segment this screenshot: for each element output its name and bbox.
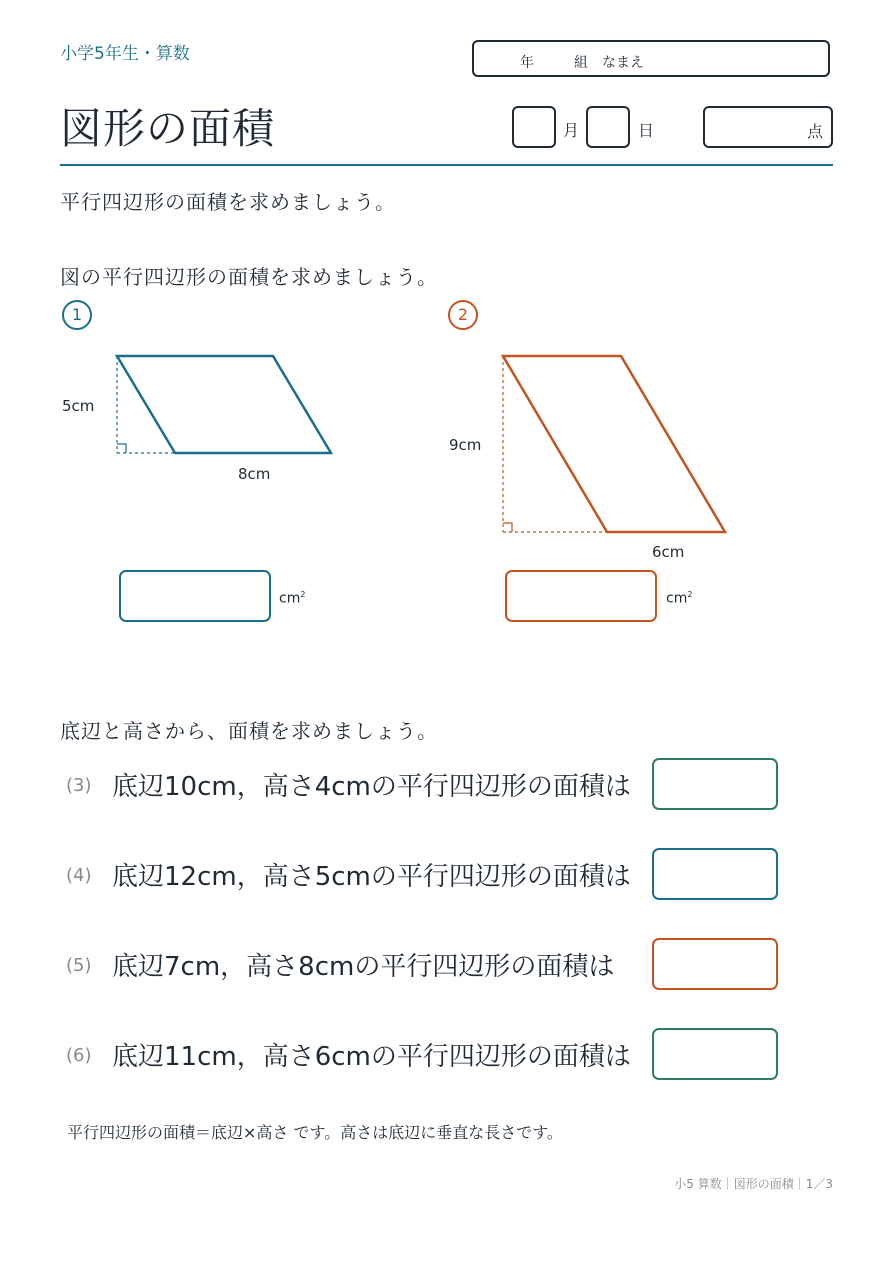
score-label: 点 — [806, 122, 823, 141]
class-label: 組 — [574, 55, 588, 71]
problem-2-base: 6cm — [652, 543, 685, 561]
page-title: 図形の面積 — [60, 104, 276, 153]
parallelogram-2-shape — [503, 356, 725, 532]
question-3-answer-box[interactable] — [652, 758, 778, 810]
name-label: なまえ — [602, 55, 644, 71]
question-4-text: 底辺12cm，高さ5cmの平行四辺形の面積は — [112, 862, 631, 892]
year-label: 年 — [520, 55, 534, 71]
right-angle-mark-2 — [503, 523, 512, 532]
question-4-number: (4) — [66, 865, 92, 886]
question-6-number: (6) — [66, 1045, 92, 1066]
problem-2-number: 2 — [448, 300, 478, 330]
problem-1-answer-box[interactable] — [119, 570, 271, 622]
day-label: 日 — [638, 121, 655, 140]
question-5-answer-box[interactable] — [652, 938, 778, 990]
formula-note: 平行四辺形の面積＝底辺×高さ です。高さは底辺に垂直な長さです。 — [67, 1123, 563, 1142]
question-6-answer-box[interactable] — [652, 1028, 778, 1080]
section2-instruction: 底辺と高さから、面積を求めましょう。 — [60, 719, 438, 743]
question-6-text: 底辺11cm，高さ6cmの平行四辺形の面積は — [112, 1042, 631, 1072]
page-footer: 小5 算数｜図形の面積｜1／3 — [674, 1177, 833, 1191]
problem-1-base: 8cm — [238, 465, 271, 483]
section1-instruction: 図の平行四辺形の面積を求めましょう。 — [60, 265, 438, 289]
grade-label: 小学5年生・算数 — [60, 44, 190, 64]
parallelogram-1 — [117, 356, 331, 453]
question-4-answer-box[interactable] — [652, 848, 778, 900]
problem-2-height: 9cm — [449, 436, 482, 454]
problem-1-number: 1 — [62, 300, 92, 330]
problem-1-height: 5cm — [62, 397, 95, 415]
right-angle-mark-1 — [117, 444, 126, 453]
question-3-text: 底辺10cm，高さ4cmの平行四辺形の面積は — [112, 772, 631, 802]
parallelogram-1-shape — [117, 356, 331, 453]
question-5-number: (5) — [66, 955, 92, 976]
parallelogram-2 — [503, 356, 725, 532]
problem-2-answer-box[interactable] — [505, 570, 657, 622]
question-3-number: (3) — [66, 775, 92, 796]
month-label: 月 — [563, 121, 580, 140]
problem-1-unit: $cm^2$ — [279, 590, 306, 607]
problem-2-unit: $cm^2$ — [666, 590, 693, 607]
question-5-text: 底辺7cm，高さ8cmの平行四辺形の面積は — [112, 952, 615, 982]
intro-text: 平行四辺形の面積を求めましょう。 — [60, 190, 396, 214]
